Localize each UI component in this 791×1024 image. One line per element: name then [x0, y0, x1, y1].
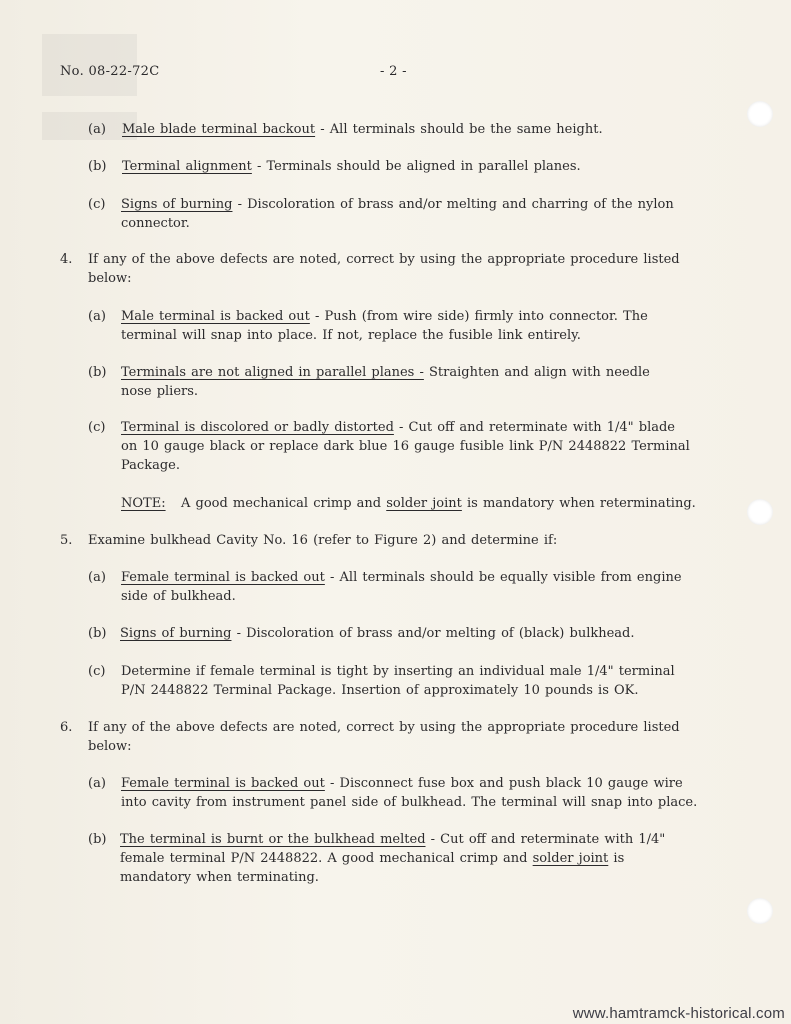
item-6b-title: The terminal is burnt or the bulkhead melted	[120, 832, 426, 847]
item-marker: (a)	[88, 122, 106, 137]
item-marker: 4.	[60, 252, 73, 267]
item-4a-text: Male terminal is backed out - Push (from wire side) firmly into connector. The terminal will snap into place. If not, replace the fusible link entirely.	[121, 309, 648, 343]
item-5a-title: Female terminal is backed out	[121, 570, 325, 585]
item-4b-title: Terminals are not aligned in parallel planes -	[121, 365, 424, 380]
item-5b-text: Signs of burning - Discoloration of brass and/or melting of (black) bulkhead.	[120, 626, 635, 641]
item-marker: (a)	[88, 570, 106, 585]
binder-hole-bottom	[747, 898, 773, 924]
binder-hole-middle	[747, 499, 773, 525]
item-6b-solder-joint: solder joint	[532, 851, 609, 866]
item-5b-title: Signs of burning	[120, 626, 232, 641]
item-marker: (b)	[88, 159, 107, 174]
item-5c-text: Determine if female terminal is tight by inserting an individual male 1/4" terminal P/N 2448822 Terminal Package. Insertion of approximately 10 pounds is OK.	[121, 664, 675, 698]
item-marker: (b)	[88, 626, 107, 641]
item-6a-text: Female terminal is backed out - Disconnect fuse box and push black 10 gauge wire into cavity from instrument panel side of bulkhead. The terminal will snap into place.	[121, 776, 698, 810]
item-3b-text: Terminal alignment - Terminals should be aligned in parallel planes.	[122, 159, 581, 174]
item-6-text: If any of the above defects are noted, correct by using the appropriate procedure listed below:	[88, 720, 680, 754]
item-3c-title: Signs of burning	[121, 197, 233, 212]
item-marker: (c)	[88, 664, 106, 679]
item-marker: (a)	[88, 309, 106, 324]
item-3b-title: Terminal alignment	[122, 159, 252, 174]
item-marker: 6.	[60, 720, 73, 735]
note-solder-joint: solder joint	[386, 496, 462, 511]
item-4c-text: Terminal is discolored or badly distorted - Cut off and reterminate with 1/4" blade on 10 gauge black or replace dark blue 16 gauge fusible link P/N 2448822 Terminal Package.	[121, 420, 690, 473]
item-3a-title: Male blade terminal backout	[122, 122, 316, 137]
note-text: NOTE: A good mechanical crimp and solder joint is mandatory when reterminating.	[121, 496, 696, 511]
item-6a-title: Female terminal is backed out	[121, 776, 325, 791]
note-label: NOTE:	[121, 496, 166, 511]
item-4a-title: Male terminal is backed out	[121, 309, 310, 324]
binder-hole-top	[747, 101, 773, 127]
item-5a-text: Female terminal is backed out - All terminals should be equally visible from engine side of bulkhead.	[121, 570, 682, 604]
page-number: - 2 -	[380, 64, 407, 79]
item-marker: (c)	[88, 420, 106, 435]
item-3a-text: Male blade terminal backout - All terminals should be the same height.	[122, 122, 603, 137]
item-marker: (c)	[88, 197, 106, 212]
source-watermark-url: www.hamtramck-historical.com	[572, 1005, 785, 1022]
item-4b-text: Terminals are not aligned in parallel planes - Straighten and align with needle nose pliers.	[121, 365, 650, 399]
item-5-text: Examine bulkhead Cavity No. 16 (refer to Figure 2) and determine if:	[88, 533, 558, 548]
item-marker: (b)	[88, 832, 107, 847]
item-marker: (a)	[88, 776, 106, 791]
document-number: No. 08-22-72C	[60, 64, 160, 79]
item-4-text: If any of the above defects are noted, correct by using the appropriate procedure listed below:	[88, 252, 680, 286]
item-4c-title: Terminal is discolored or badly distorted	[121, 420, 394, 435]
item-6b-text: The terminal is burnt or the bulkhead melted - Cut off and reterminate with 1/4" female terminal P/N 2448822. A good mechanical crimp and solder joint is mandatory when terminating.	[120, 832, 666, 885]
item-marker: 5.	[60, 533, 73, 548]
item-3c-text: Signs of burning - Discoloration of brass and/or melting and charring of the nylon connector.	[121, 197, 674, 231]
item-marker: (b)	[88, 365, 107, 380]
